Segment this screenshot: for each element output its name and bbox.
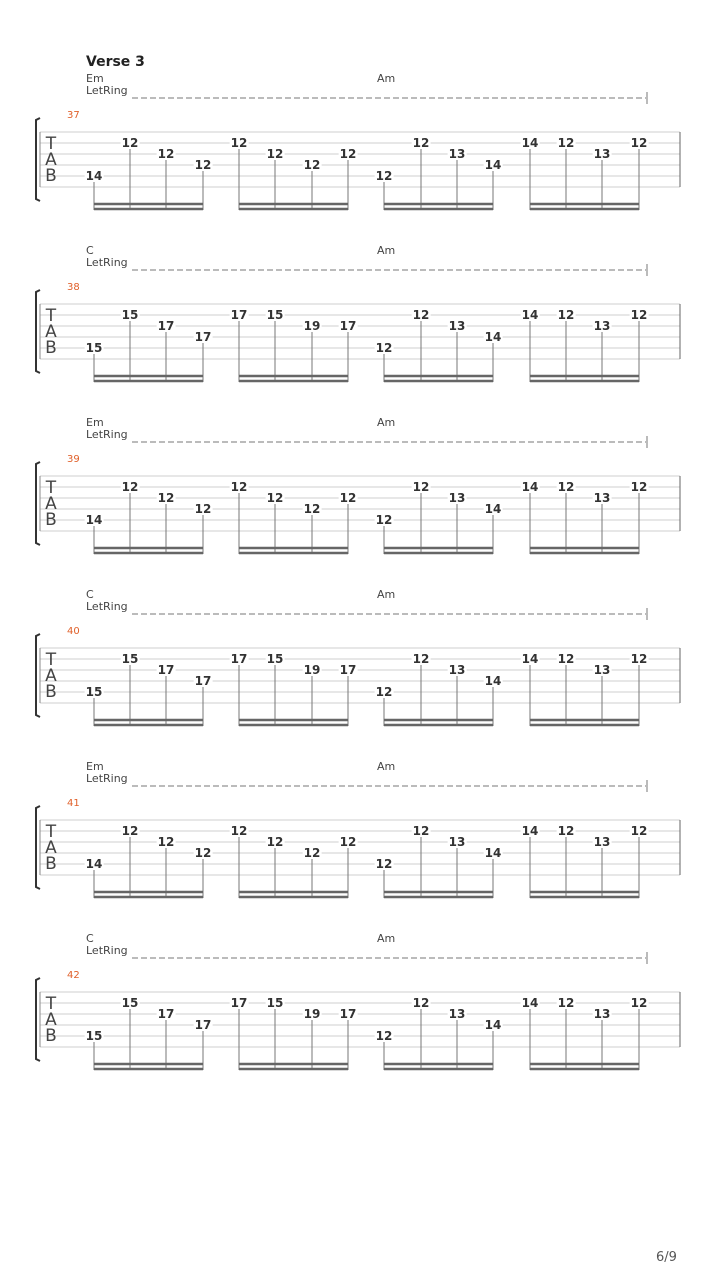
fret-number: 12 [630, 136, 648, 150]
fret-number: 14 [484, 674, 502, 688]
bar-number: 38 [67, 282, 80, 293]
fret-number: 12 [557, 652, 575, 666]
page-number: 6/9 [656, 1250, 677, 1265]
tab-system [0, 756, 720, 928]
fret-number: 17 [339, 319, 357, 333]
fret-number: 12 [412, 652, 430, 666]
fret-number: 14 [484, 846, 502, 860]
chord-name: Am [377, 932, 396, 945]
let-ring-label: LetRing [86, 84, 128, 97]
fret-number: 17 [230, 308, 248, 322]
fret-number: 12 [303, 502, 321, 516]
let-ring-label: LetRing [86, 428, 128, 441]
chord-name: Am [377, 72, 396, 85]
fret-number: 17 [194, 674, 212, 688]
fret-number: 15 [121, 996, 139, 1010]
fret-number: 14 [521, 480, 539, 494]
fret-number: 15 [266, 996, 284, 1010]
let-ring-label: LetRing [86, 256, 128, 269]
fret-number: 12 [230, 480, 248, 494]
fret-number: 17 [157, 663, 175, 677]
fret-number: 12 [412, 480, 430, 494]
let-ring-label: LetRing [86, 772, 128, 785]
fret-number: 12 [121, 480, 139, 494]
let-ring-label: LetRing [86, 600, 128, 613]
tab-system [0, 68, 720, 240]
fret-number: 12 [266, 147, 284, 161]
chord-name: Am [377, 416, 396, 429]
fret-number: 12 [557, 996, 575, 1010]
bar-number: 42 [67, 970, 80, 981]
fret-number: 12 [375, 169, 393, 183]
fret-number: 12 [375, 513, 393, 527]
tab-system [0, 240, 720, 412]
fret-number: 12 [230, 136, 248, 150]
fret-number: 14 [85, 513, 103, 527]
fret-number: 14 [85, 169, 103, 183]
fret-number: 12 [157, 835, 175, 849]
fret-number: 14 [521, 652, 539, 666]
fret-number: 13 [448, 147, 466, 161]
fret-number: 12 [375, 1029, 393, 1043]
fret-number: 13 [448, 663, 466, 677]
fret-number: 19 [303, 663, 321, 677]
fret-number: 14 [85, 857, 103, 871]
fret-number: 17 [157, 1007, 175, 1021]
system-bracket [36, 634, 40, 717]
fret-number: 12 [412, 824, 430, 838]
chord-name: Em [86, 72, 104, 85]
fret-number: 12 [266, 491, 284, 505]
fret-number: 15 [85, 685, 103, 699]
fret-number: 14 [521, 996, 539, 1010]
bar-number: 40 [67, 626, 80, 637]
fret-number: 12 [630, 824, 648, 838]
chord-name: Am [377, 760, 396, 773]
fret-number: 12 [375, 341, 393, 355]
tab-system [0, 928, 720, 1100]
bar-number: 39 [67, 454, 80, 465]
tab-clef: T A B [45, 478, 57, 530]
fret-number: 13 [448, 1007, 466, 1021]
fret-number: 12 [157, 147, 175, 161]
fret-number: 12 [412, 308, 430, 322]
chord-name: Em [86, 416, 104, 429]
tab-clef: T A B [45, 994, 57, 1046]
fret-number: 12 [630, 308, 648, 322]
fret-number: 14 [521, 308, 539, 322]
fret-number: 12 [339, 491, 357, 505]
fret-number: 13 [448, 835, 466, 849]
fret-number: 14 [484, 330, 502, 344]
fret-number: 12 [339, 835, 357, 849]
fret-number: 12 [412, 996, 430, 1010]
fret-number: 13 [593, 491, 611, 505]
system-bracket [36, 118, 40, 201]
fret-number: 13 [448, 491, 466, 505]
fret-number: 14 [521, 136, 539, 150]
fret-number: 13 [593, 1007, 611, 1021]
fret-number: 12 [194, 846, 212, 860]
let-ring-label: LetRing [86, 944, 128, 957]
fret-number: 13 [448, 319, 466, 333]
fret-number: 12 [194, 158, 212, 172]
fret-number: 15 [85, 1029, 103, 1043]
fret-number: 15 [121, 652, 139, 666]
fret-number: 17 [157, 319, 175, 333]
fret-number: 12 [557, 480, 575, 494]
fret-number: 14 [484, 502, 502, 516]
chord-name: C [86, 932, 94, 945]
fret-number: 12 [230, 824, 248, 838]
fret-number: 14 [484, 1018, 502, 1032]
fret-number: 12 [266, 835, 284, 849]
chord-name: Am [377, 588, 396, 601]
fret-number: 17 [339, 663, 357, 677]
fret-number: 15 [266, 308, 284, 322]
tab-clef: T A B [45, 822, 57, 874]
tab-clef: T A B [45, 306, 57, 358]
fret-number: 12 [630, 996, 648, 1010]
fret-number: 17 [230, 652, 248, 666]
fret-number: 12 [303, 846, 321, 860]
fret-number: 12 [157, 491, 175, 505]
fret-number: 12 [375, 857, 393, 871]
fret-number: 17 [339, 1007, 357, 1021]
fret-number: 13 [593, 319, 611, 333]
fret-number: 12 [121, 136, 139, 150]
tab-system [0, 412, 720, 584]
fret-number: 13 [593, 147, 611, 161]
fret-number: 12 [303, 158, 321, 172]
fret-number: 12 [412, 136, 430, 150]
fret-number: 13 [593, 835, 611, 849]
fret-number: 12 [557, 308, 575, 322]
tab-clef: T A B [45, 134, 57, 186]
chord-name: C [86, 244, 94, 257]
fret-number: 17 [194, 330, 212, 344]
fret-number: 12 [339, 147, 357, 161]
fret-number: 12 [194, 502, 212, 516]
system-bracket [36, 978, 40, 1061]
chord-name: C [86, 588, 94, 601]
fret-number: 15 [266, 652, 284, 666]
fret-number: 12 [557, 136, 575, 150]
fret-number: 17 [194, 1018, 212, 1032]
fret-number: 13 [593, 663, 611, 677]
chord-name: Am [377, 244, 396, 257]
tab-clef: T A B [45, 650, 57, 702]
fret-number: 15 [121, 308, 139, 322]
fret-number: 12 [121, 824, 139, 838]
fret-number: 12 [630, 652, 648, 666]
system-bracket [36, 806, 40, 889]
fret-number: 19 [303, 1007, 321, 1021]
fret-number: 14 [521, 824, 539, 838]
fret-number: 14 [484, 158, 502, 172]
bar-number: 41 [67, 798, 80, 809]
fret-number: 12 [630, 480, 648, 494]
fret-number: 15 [85, 341, 103, 355]
bar-number: 37 [67, 110, 80, 121]
fret-number: 12 [557, 824, 575, 838]
tab-system [0, 584, 720, 756]
system-bracket [36, 290, 40, 373]
fret-number: 19 [303, 319, 321, 333]
fret-number: 17 [230, 996, 248, 1010]
section-title: Verse 3 [86, 54, 145, 70]
fret-number: 12 [375, 685, 393, 699]
system-bracket [36, 462, 40, 545]
chord-name: Em [86, 760, 104, 773]
